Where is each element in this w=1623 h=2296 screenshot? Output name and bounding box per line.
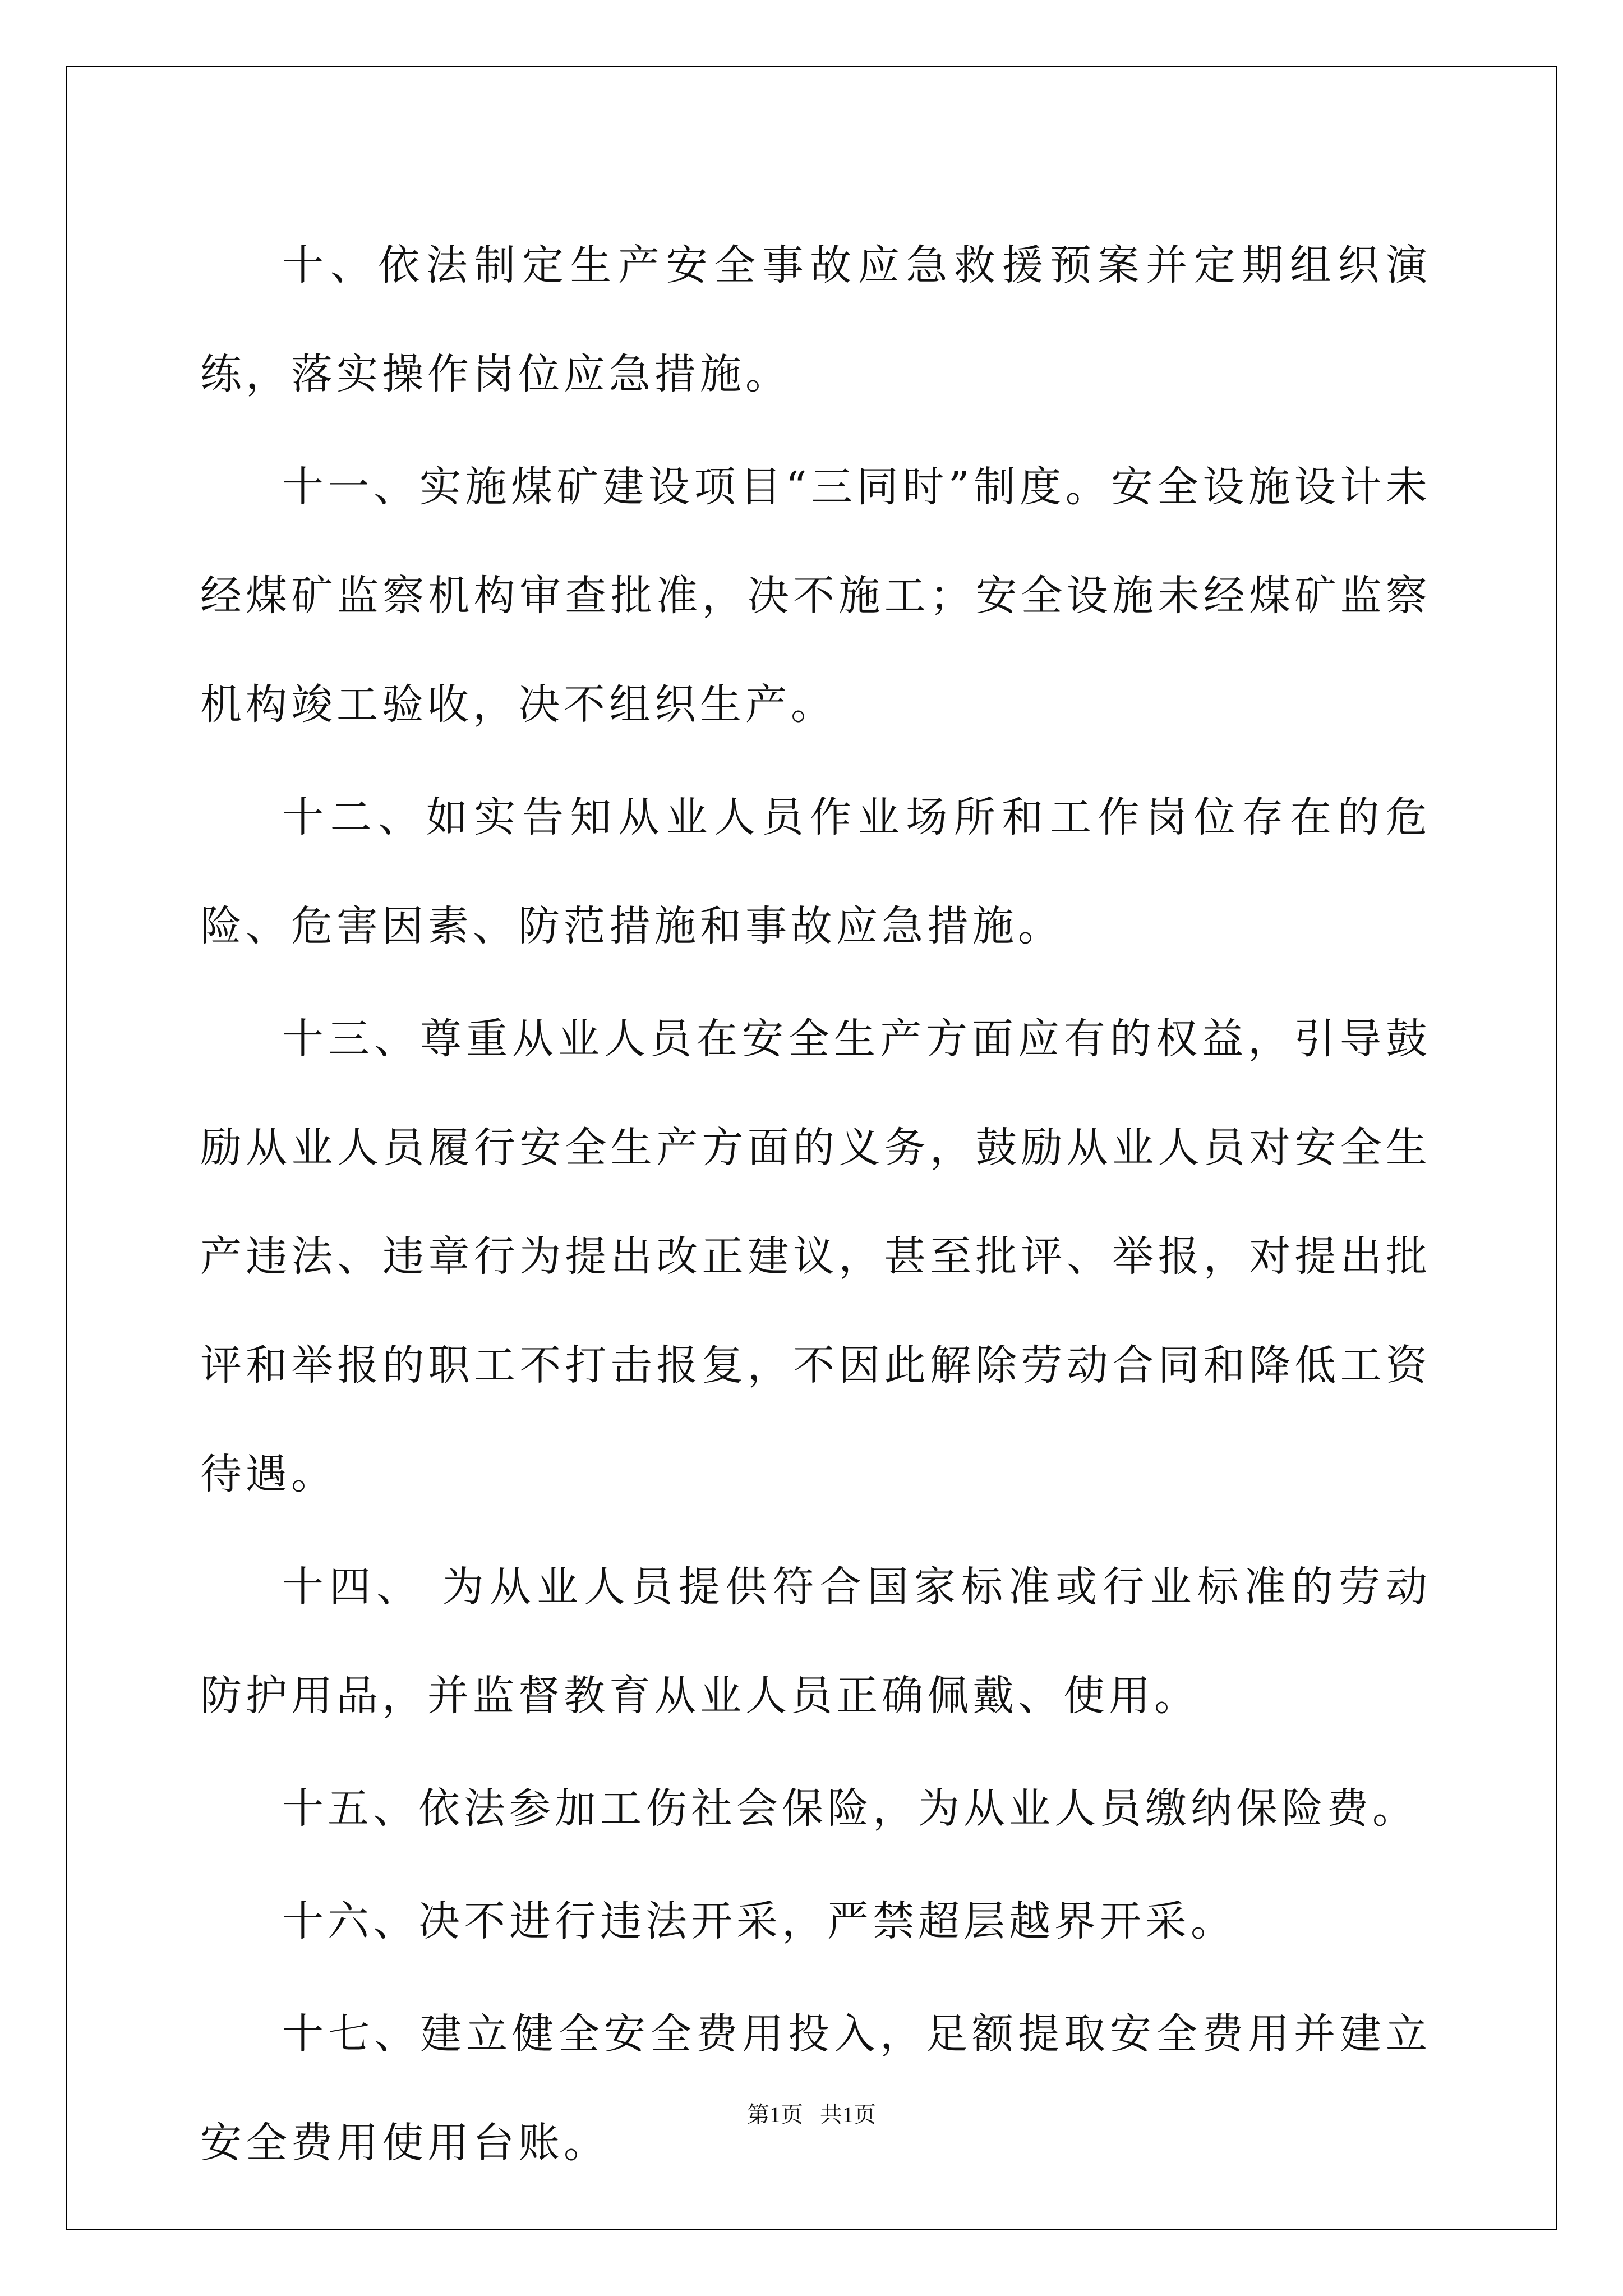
paragraph-16: 十六、决不进行违法开采，严禁超层越界开采。 — [282, 1897, 1236, 1945]
paragraph-12: 十二、如实告知从业人员作业场所和工作岗位存在的危险、危害因素、防范措施和事故应急措施。 — [200, 793, 1431, 950]
paragraph-11: 十一、实施煤矿建设项目“三同时”制度。安全设施设计未经煤矿监察机构审查批准，决不施工；安全设施未经煤矿监察机构竣工验收，决不组织生产。 — [200, 463, 1431, 729]
document-body — [200, 211, 1431, 2197]
paragraph-15: 十五、依法参加工伤社会保险，为从业人员缴纳保险费。 — [282, 1784, 1418, 1833]
paragraph-17: 十七、建立健全安全费用投入，足额提取安全费用并建立安全费用使用台账。 — [200, 2010, 1431, 2167]
page-number: 第1页 共1页 — [747, 2102, 876, 2127]
page-footer — [66, 2098, 1557, 2132]
paragraph-14: 十四、 为从业人员提供符合国家标准或行业标准的劳动防护用品，并监督教育从业人员正确佩戴、使用。 — [200, 1563, 1431, 1720]
paragraph-13: 十三、尊重从业人员在安全生产方面应有的权益，引导鼓励从业人员履行安全生产方面的义务，鼓励从业人员对安全生产违法、违章行为提出改正建议，甚至批评、举报，对提出批评和举报的职工不打击报复，不因此解除劳动合同和降低工资待遇。 — [200, 1015, 1431, 1498]
paragraph-10: 十、依法制定生产安全事故应急救援预案并定期组织演练，落实操作岗位应急措施。 — [200, 241, 1431, 398]
